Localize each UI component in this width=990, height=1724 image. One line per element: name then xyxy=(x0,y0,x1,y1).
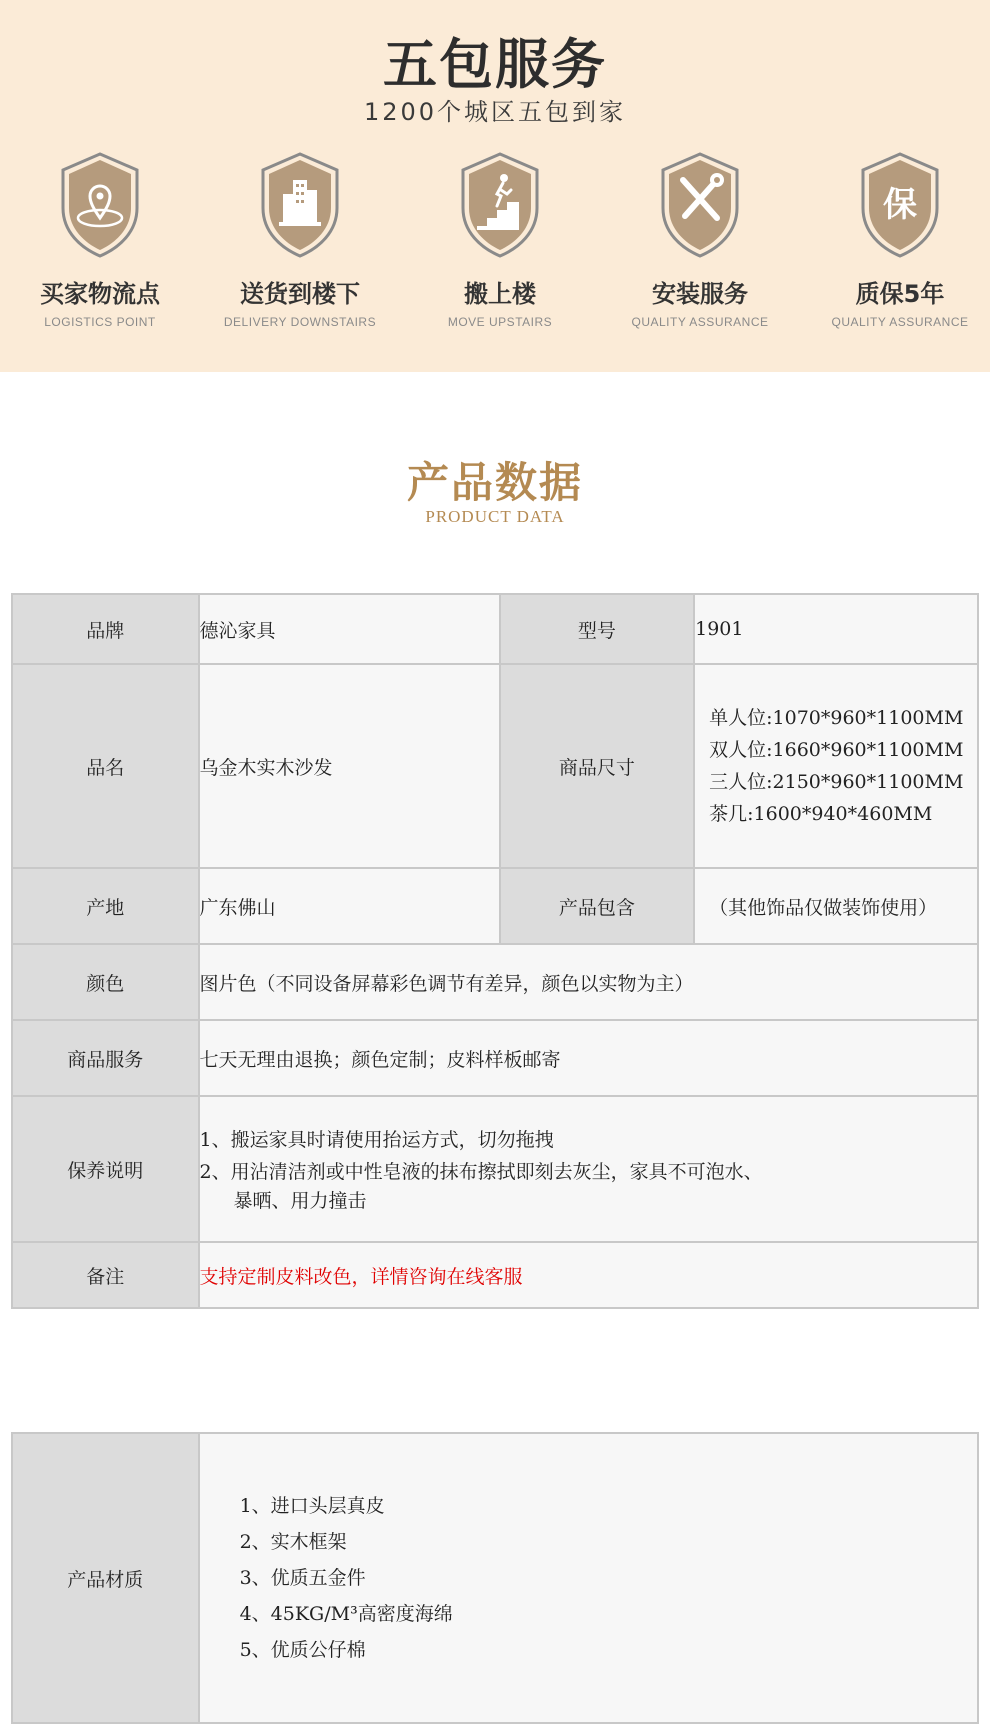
five-services-banner xyxy=(0,0,990,372)
material-label: 产品材质 xyxy=(12,1433,199,1723)
warranty-icon-text: 保 xyxy=(883,185,917,225)
table-row xyxy=(12,868,978,944)
service-title: 买家物流点 xyxy=(40,280,160,308)
service-installation xyxy=(600,150,800,329)
includes-label: 产品包含 xyxy=(500,868,694,944)
care-instructions xyxy=(199,1096,979,1242)
material-item: 3、优质五金件 xyxy=(239,1567,366,1589)
brand-label: 品牌 xyxy=(12,594,199,664)
product-data-subtitle: PRODUCT DATA xyxy=(425,507,565,526)
service-subtitle: QUALITY ASSURANCE xyxy=(831,315,969,329)
size-line: 单人位:1070*960*1100MM xyxy=(709,707,964,729)
material-item: 4、45KG/M³高密度海绵 xyxy=(239,1603,453,1625)
product-name-label: 品名 xyxy=(12,664,199,868)
location-pin-icon xyxy=(57,150,143,260)
origin-label: 产地 xyxy=(12,868,199,944)
service-move-upstairs xyxy=(400,150,600,329)
table-row xyxy=(12,1096,978,1242)
size-line: 三人位:2150*960*1100MM xyxy=(709,771,964,793)
material-table xyxy=(11,1432,979,1724)
note-label: 备注 xyxy=(12,1242,199,1308)
table-row xyxy=(12,1433,978,1723)
service-label: 商品服务 xyxy=(12,1020,199,1096)
table-row xyxy=(12,1020,978,1096)
table-row xyxy=(12,594,978,664)
product-name-value: 乌金木实木沙发 xyxy=(199,664,500,868)
color-value: 图片色（不同设备屏幕彩色调节有差异，颜色以实物为主） xyxy=(199,944,979,1020)
building-icon xyxy=(257,150,343,260)
product-data-table xyxy=(11,593,979,1309)
size-line: 双人位:1660*960*1100MM xyxy=(709,739,964,761)
note-value: 支持定制皮料改色，详情咨询在线客服 xyxy=(199,1242,979,1308)
service-subtitle: DELIVERY DOWNSTAIRS xyxy=(223,315,377,329)
origin-value: 广东佛山 xyxy=(199,868,500,944)
model-value: 1901 xyxy=(694,594,978,664)
service-title: 安装服务 xyxy=(652,280,748,308)
service-subtitle: MOVE UPSTAIRS xyxy=(447,315,553,329)
service-delivery-downstairs xyxy=(200,150,400,329)
service-logistics-point xyxy=(0,150,200,329)
brand-value: 德沁家具 xyxy=(199,594,500,664)
material-item: 2、实木框架 xyxy=(239,1531,347,1553)
table-row xyxy=(12,1242,978,1308)
banner-title: 五包服务 xyxy=(383,33,607,96)
material-item: 1、进口头层真皮 xyxy=(239,1495,385,1517)
service-title: 搬上楼 xyxy=(464,280,536,308)
stairs-person-icon xyxy=(457,150,543,260)
service-title: 质保5年 xyxy=(855,280,945,308)
size-label: 商品尺寸 xyxy=(500,664,694,868)
care-line: 1、搬运家具时请使用抬运方式，切勿拖拽 xyxy=(199,1129,554,1151)
tools-icon xyxy=(657,150,743,260)
model-label: 型号 xyxy=(500,594,694,664)
material-list xyxy=(199,1433,978,1723)
service-subtitle: QUALITY ASSURANCE xyxy=(631,315,769,329)
product-data-title: 产品数据 xyxy=(406,458,583,507)
table-row xyxy=(12,664,978,868)
size-values xyxy=(694,664,978,868)
warranty-icon xyxy=(857,150,943,260)
banner-subtitle: 1200个城区五包到家 xyxy=(363,98,627,126)
service-value: 七天无理由退换；颜色定制；皮料样板邮寄 xyxy=(199,1020,979,1096)
care-line: 2、用沾清洁剂或中性皂液的抹布擦拭即刻去灰尘，家具不可泡水、 xyxy=(199,1161,763,1183)
care-line: 暴晒、用力撞击 xyxy=(233,1190,367,1212)
color-label: 颜色 xyxy=(12,944,199,1020)
size-line: 茶几:1600*940*460MM xyxy=(709,803,933,825)
table-row xyxy=(12,944,978,1020)
service-warranty xyxy=(800,150,990,329)
includes-value: （其他饰品仅做装饰使用） xyxy=(694,868,978,944)
care-label: 保养说明 xyxy=(12,1096,199,1242)
material-item: 5、优质公仔棉 xyxy=(239,1639,366,1661)
service-subtitle: LOGISTICS POINT xyxy=(44,315,156,329)
service-title: 送货到楼下 xyxy=(240,280,360,308)
